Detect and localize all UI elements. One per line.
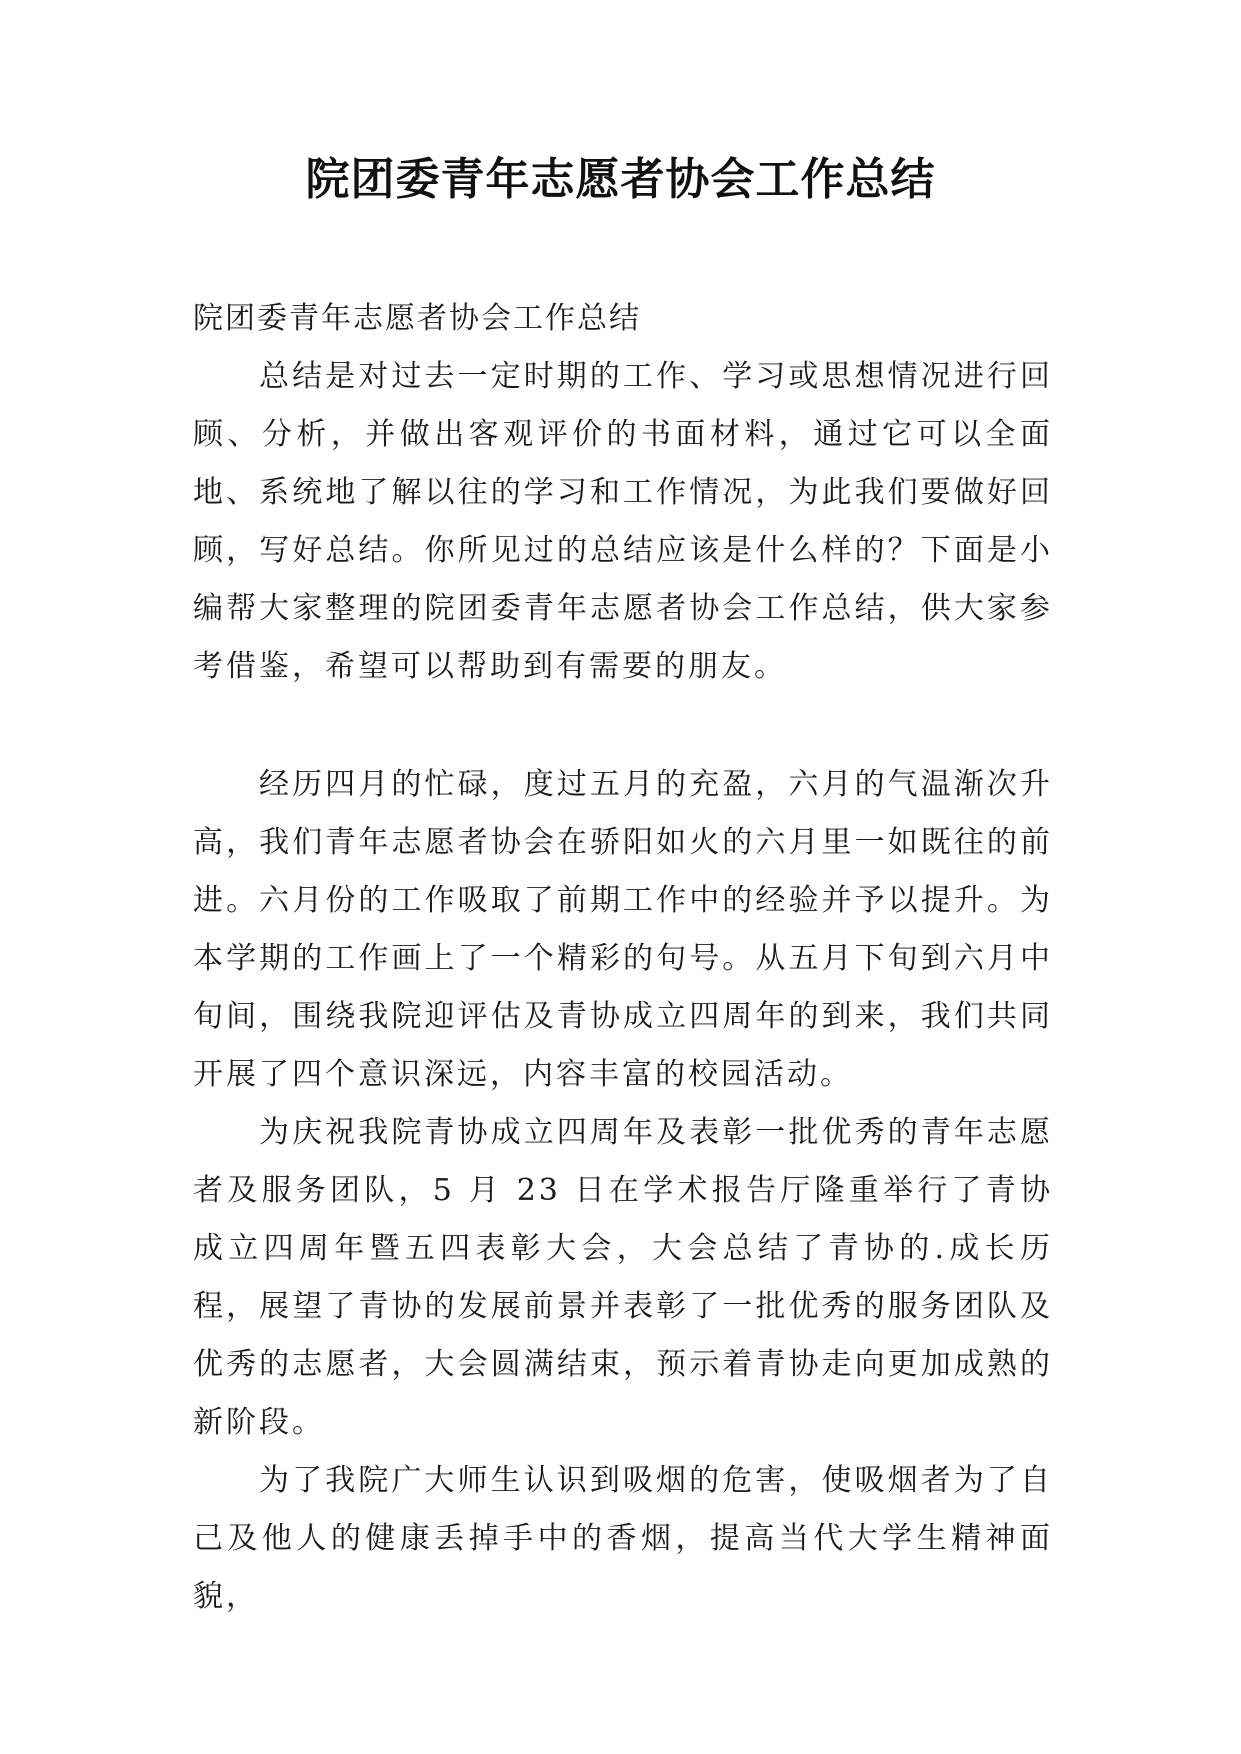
paragraph-anti-smoking: 为了我院广大师生认识到吸烟的危害，使吸烟者为了自己及他人的健康丢掉手中的香烟，提高当代大学生精神面貌， [193, 1463, 1053, 1614]
document-body [193, 290, 1053, 1626]
document-title: 院团委青年志愿者协会工作总结 [305, 154, 936, 205]
document-subtitle: 院团委青年志愿者协会工作总结 [193, 301, 641, 336]
paragraph-anniversary: 为庆祝我院青协成立四周年及表彰一批优秀的青年志愿者及服务团队，5 月 23 日在学术报告厅隆重举行了青协成立四周年暨五四表彰大会，大会总结了青协的.成长历程，展望了青协的发展前景并表彰了一批优秀的服务团队及优秀的志愿者，大会圆满结束，预示着青协走向更加成熟的新阶段。 [193, 1115, 1053, 1440]
paragraph-intro: 总结是对过去一定时期的工作、学习或思想情况进行回顾、分析，并做出客观评价的书面材料，通过它可以全面地、系统地了解以往的学习和工作情况，为此我们要做好回顾，写好总结。你所见过的总结应该是什么样的？下面是小编帮大家整理的院团委青年志愿者协会工作总结，供大家参考借鉴，希望可以帮助到有需要的朋友。 [193, 359, 1053, 684]
paragraph-june-overview: 经历四月的忙碌，度过五月的充盈，六月的气温渐次升高，我们青年志愿者协会在骄阳如火的六月里一如既往的前进。六月份的工作吸取了前期工作中的经验并予以提升。为本学期的工作画上了一个精彩的句号。从五月下旬到六月中旬间，围绕我院迎评估及青协成立四周年的到来，我们共同开展了四个意识深远，内容丰富的校园活动。 [193, 767, 1053, 1092]
